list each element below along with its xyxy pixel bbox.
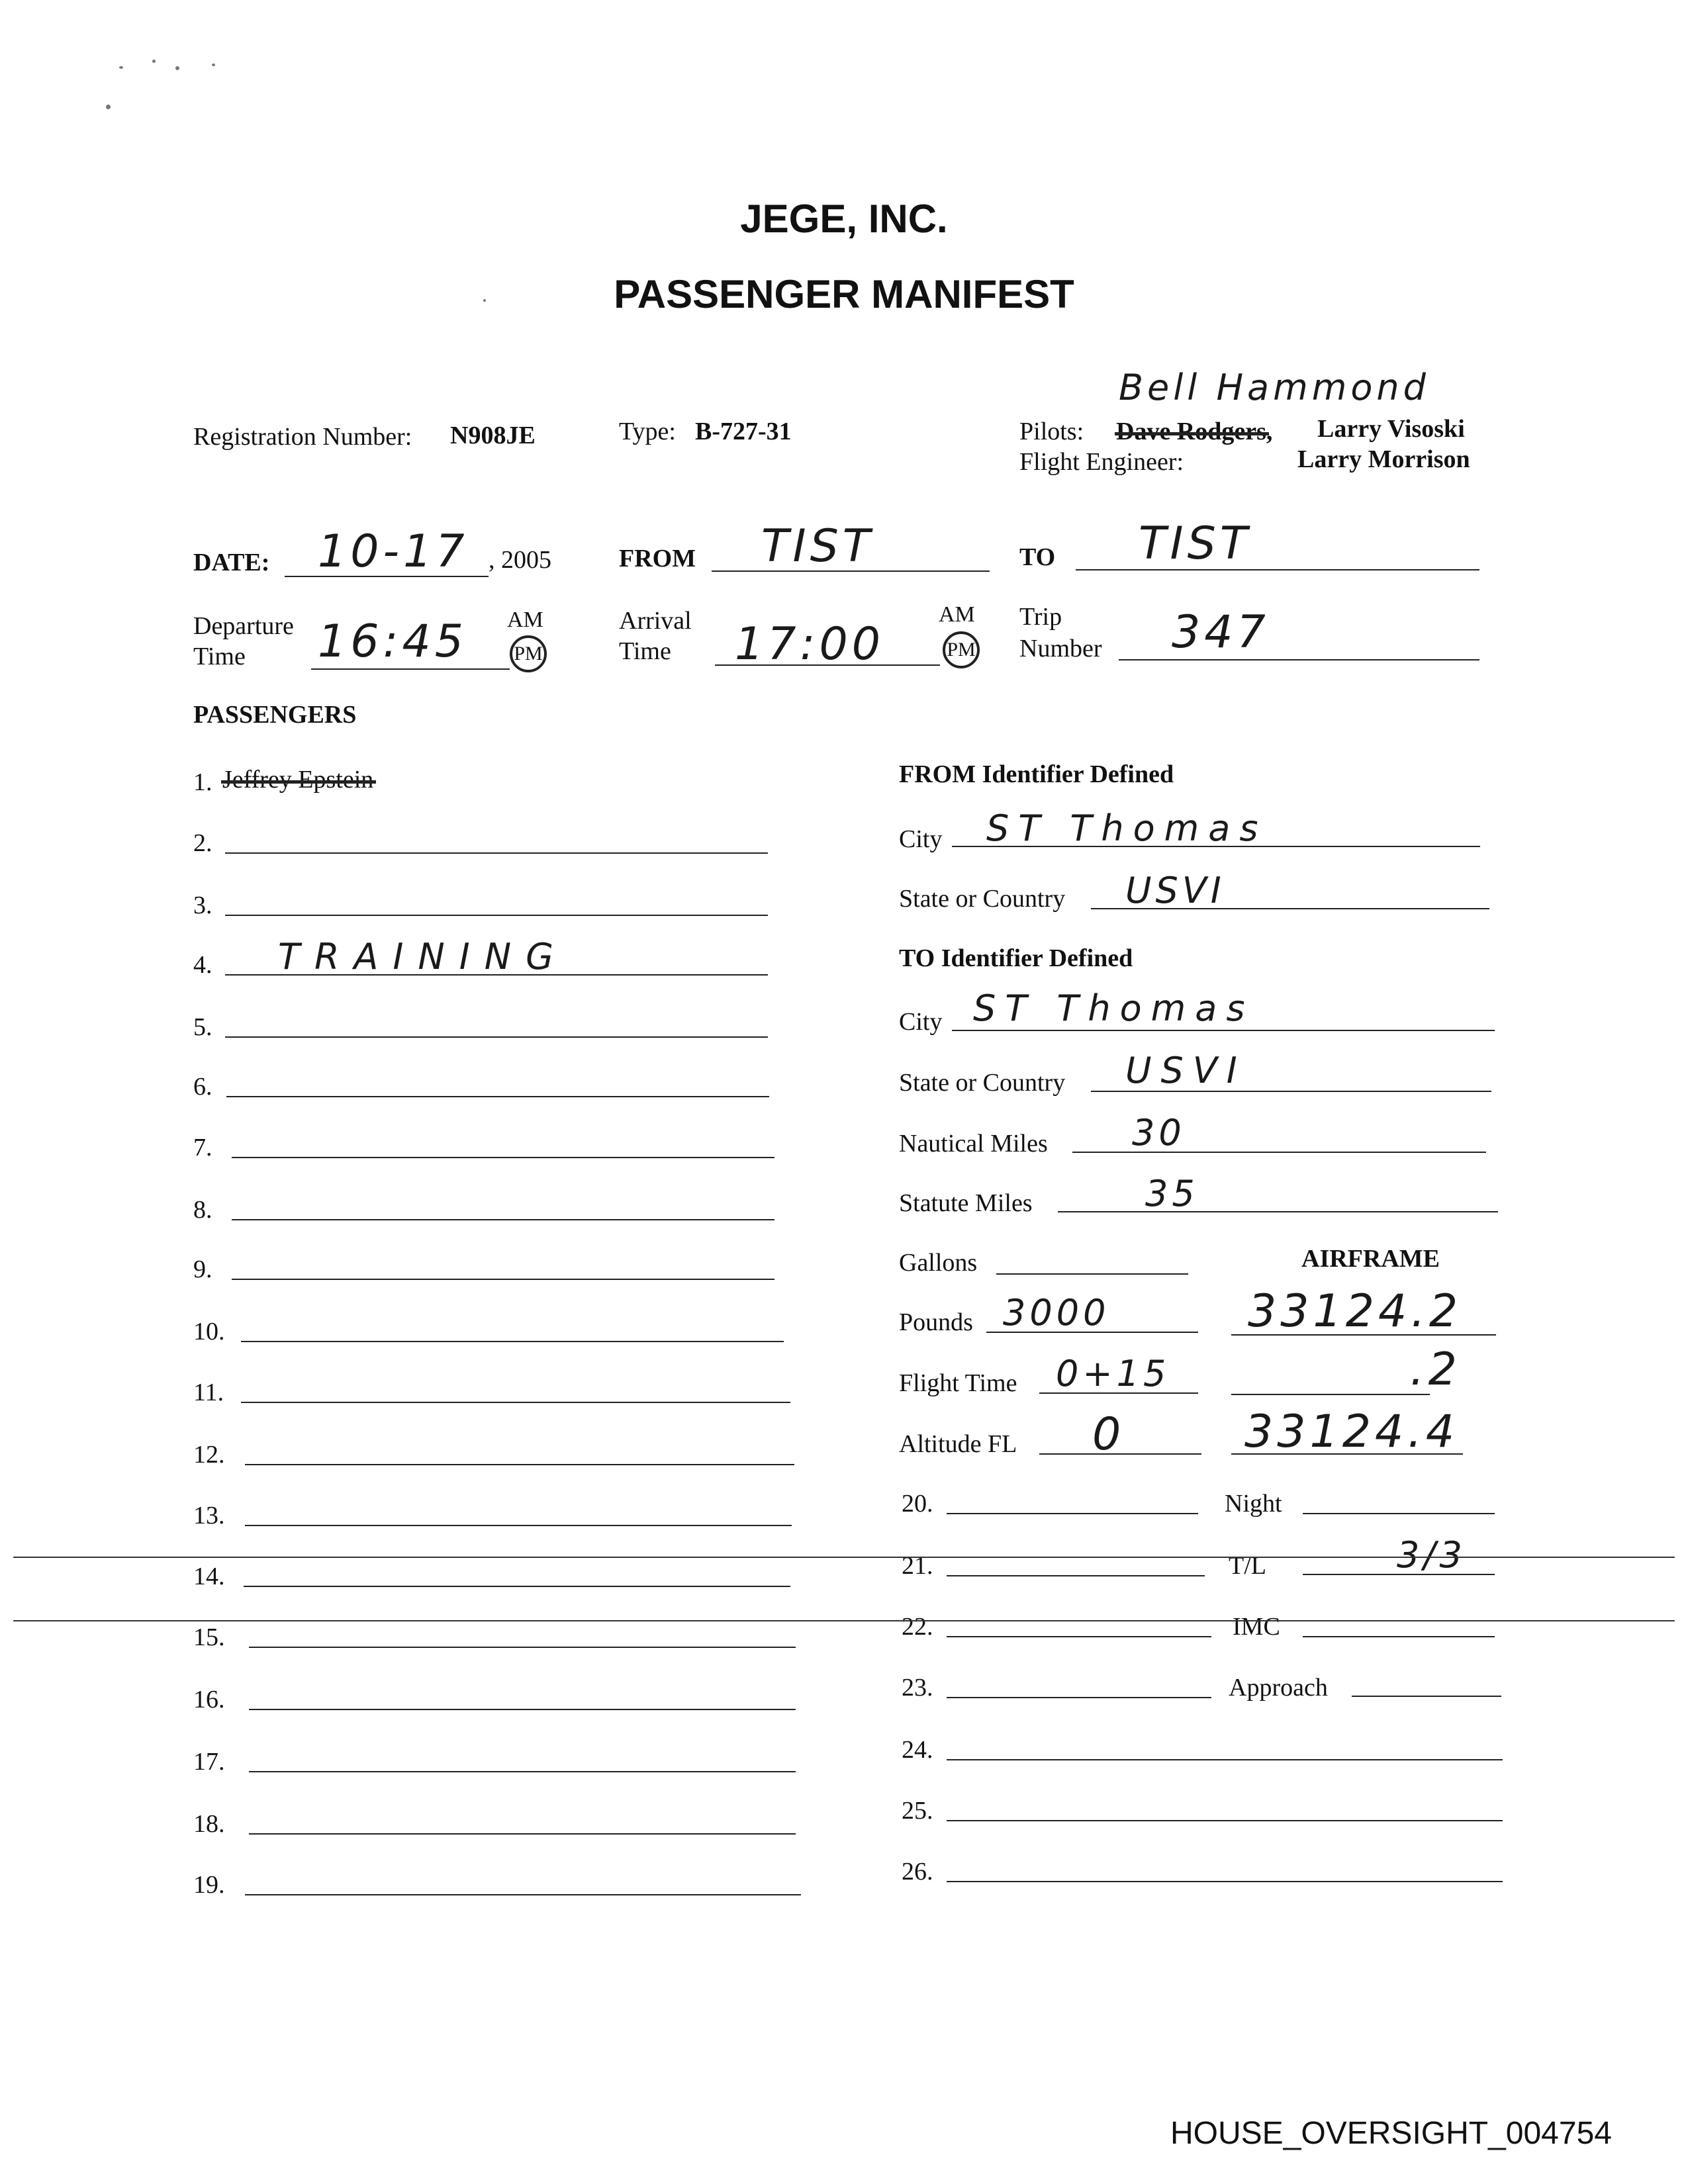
passenger-line — [245, 1464, 794, 1465]
airframe-end-value[interactable]: 33124.4 — [1244, 1406, 1459, 1458]
passenger-number: 16. — [193, 1686, 225, 1713]
passenger-line — [249, 1771, 796, 1772]
passenger-line — [226, 1096, 769, 1097]
scan-speck — [212, 64, 215, 66]
right-row-number: 25. — [902, 1797, 933, 1825]
page-title: PASSENGER MANIFEST — [614, 272, 1074, 316]
arrival-am: AM — [939, 602, 975, 627]
to-value[interactable]: TIST — [1139, 518, 1252, 570]
scan-speck — [175, 66, 179, 70]
passenger-line — [241, 1341, 784, 1342]
to-state-value[interactable]: USVI — [1125, 1050, 1246, 1091]
arrival-time-value[interactable]: 17:00 — [735, 618, 884, 670]
type-value: B-727-31 — [695, 418, 792, 445]
departure-label-2: Time — [193, 643, 246, 670]
scan-speck — [152, 60, 156, 63]
flight-time-label: Flight Time — [899, 1369, 1017, 1397]
passenger-line — [225, 1036, 768, 1038]
from-city-label: City — [899, 825, 943, 853]
right-row-line — [947, 1881, 1503, 1882]
right-row-line — [947, 1697, 1211, 1698]
night-label: Night — [1225, 1490, 1282, 1518]
passenger-line — [249, 1833, 796, 1835]
trip-label-2: Number — [1019, 635, 1102, 662]
passenger-line — [244, 1586, 790, 1587]
to-city-line — [952, 1030, 1495, 1031]
passenger-line — [232, 1279, 774, 1280]
from-state-label: State or Country — [899, 885, 1066, 913]
passenger-number: 6. — [193, 1073, 212, 1101]
arrival-pm-circled — [943, 631, 980, 668]
date-label: DATE: — [193, 549, 270, 576]
date-value[interactable]: 10-17 — [318, 525, 469, 578]
trip-line — [1119, 659, 1479, 660]
right-row-line — [947, 1636, 1211, 1637]
passenger-number: 15. — [193, 1623, 225, 1651]
arrival-label-1: Arrival — [619, 607, 692, 635]
night-line — [1303, 1513, 1495, 1514]
passengers-heading: PASSENGERS — [193, 701, 357, 729]
statute-miles-label: Statute Miles — [899, 1189, 1033, 1217]
right-row-number: 26. — [902, 1858, 933, 1886]
passenger-line — [225, 915, 768, 916]
right-row-number: 23. — [902, 1674, 933, 1702]
passenger-number: 9. — [193, 1255, 212, 1283]
engineer-label: Flight Engineer: — [1019, 448, 1184, 476]
right-row-line — [947, 1513, 1198, 1514]
gallons-line — [996, 1273, 1188, 1275]
passenger-number: 13. — [193, 1502, 225, 1529]
trip-label-1: Trip — [1019, 603, 1062, 631]
right-row-line — [947, 1759, 1503, 1760]
pm-circle: PM — [510, 635, 547, 672]
departure-label-1: Departure — [193, 612, 294, 640]
pounds-label: Pounds — [899, 1308, 973, 1336]
passenger-name: Jeffrey Epstein — [222, 766, 374, 794]
gallons-label: Gallons — [899, 1249, 978, 1277]
scan-speck — [106, 105, 111, 109]
altitude-value[interactable]: 0 — [1092, 1408, 1125, 1461]
passenger-line — [249, 1709, 796, 1710]
flight-time-value[interactable]: 0+15 — [1056, 1353, 1170, 1394]
pilot-handwritten: Bell Hammond — [1119, 367, 1430, 408]
right-row-line — [947, 1575, 1205, 1576]
passenger-name[interactable]: TRAINING — [278, 936, 568, 978]
pilot-struck: Dave Rodgers, — [1116, 418, 1273, 445]
tl-label: T/L — [1229, 1552, 1266, 1580]
statute-miles-line — [1058, 1211, 1498, 1212]
pilot-struck-name: Dave Rodgers — [1116, 418, 1266, 445]
passenger-number: 1. — [193, 768, 212, 796]
to-city-value[interactable]: ST Thomas — [973, 987, 1254, 1029]
approach-label: Approach — [1229, 1674, 1328, 1702]
altitude-label: Altitude FL — [899, 1430, 1017, 1458]
right-row-number: 22. — [902, 1613, 933, 1641]
pilots-label: Pilots: — [1019, 418, 1084, 445]
departure-time-value[interactable]: 16:45 — [318, 615, 467, 668]
passenger-line — [245, 1894, 801, 1895]
passenger-number: 11. — [193, 1379, 224, 1406]
pm-circle: PM — [943, 631, 980, 668]
to-city-label: City — [899, 1008, 943, 1036]
passenger-number: 7. — [193, 1134, 212, 1161]
imc-line — [1303, 1636, 1495, 1637]
from-state-value[interactable]: USVI — [1125, 870, 1225, 911]
arrival-label-2: Time — [619, 637, 671, 665]
company-name: JEGE, INC. — [740, 197, 948, 241]
departure-am: AM — [507, 608, 543, 632]
engineer-value: Larry Morrison — [1297, 445, 1470, 473]
departure-pm-circled — [510, 635, 547, 672]
nautical-miles-value[interactable]: 30 — [1132, 1112, 1186, 1154]
from-city-value[interactable]: ST Thomas — [986, 807, 1268, 849]
to-label: TO — [1019, 543, 1056, 571]
passenger-line — [225, 852, 768, 854]
trip-number-value[interactable]: 347 — [1172, 606, 1270, 659]
statute-miles-value[interactable]: 35 — [1145, 1173, 1199, 1214]
right-row-number: 24. — [902, 1736, 933, 1764]
strike-rule — [13, 1620, 1675, 1621]
tl-value[interactable]: 3/3 — [1397, 1534, 1466, 1576]
right-row-number: 20. — [902, 1490, 933, 1518]
passenger-number: 19. — [193, 1871, 225, 1899]
passenger-number: 5. — [193, 1013, 212, 1041]
right-row-line — [947, 1820, 1503, 1821]
pounds-value[interactable]: 3000 — [1003, 1292, 1110, 1334]
passenger-line — [245, 1525, 792, 1526]
passenger-line — [232, 1219, 774, 1220]
from-label: FROM — [619, 545, 696, 572]
type-label: Type: — [619, 418, 676, 445]
passenger-number: 4. — [193, 951, 212, 979]
registration-value: N908JE — [450, 422, 536, 449]
bates-number: HOUSE_OVERSIGHT_004754 — [1170, 2116, 1612, 2151]
departure-line — [311, 668, 510, 670]
airframe-heading: AIRFRAME — [1301, 1245, 1440, 1273]
to-line — [1076, 569, 1479, 570]
approach-line — [1352, 1696, 1501, 1697]
airframe-start-value[interactable]: 33124.2 — [1248, 1285, 1462, 1338]
to-state-label: State or Country — [899, 1069, 1066, 1097]
flight-time-total-line — [1231, 1394, 1430, 1395]
passenger-number: 10. — [193, 1318, 225, 1345]
nautical-miles-label: Nautical Miles — [899, 1130, 1048, 1158]
passenger-line — [232, 1157, 774, 1158]
passenger-number: 3. — [193, 891, 212, 919]
registration-label: Registration Number: — [193, 423, 412, 451]
passenger-number: 12. — [193, 1441, 225, 1469]
flight-time-total-value[interactable]: .2 — [1410, 1343, 1461, 1396]
to-identifier-heading: TO Identifier Defined — [899, 944, 1133, 972]
strike-rule — [13, 1557, 1675, 1558]
passenger-name-struck — [222, 765, 373, 794]
from-identifier-heading: FROM Identifier Defined — [899, 760, 1174, 788]
imc-label: IMC — [1233, 1613, 1280, 1641]
passenger-line — [249, 1647, 796, 1648]
right-row-number: 21. — [902, 1552, 933, 1580]
passenger-number: 17. — [193, 1748, 225, 1776]
passenger-line — [241, 1402, 790, 1403]
passenger-number: 14. — [193, 1563, 225, 1590]
from-value[interactable]: TIST — [761, 520, 874, 572]
date-year: , 2005 — [489, 546, 551, 574]
scan-speck — [119, 66, 123, 69]
passenger-number: 2. — [193, 829, 212, 857]
passenger-number: 18. — [193, 1810, 225, 1838]
pilot-second: Larry Visoski — [1317, 415, 1465, 443]
passenger-number: 8. — [193, 1196, 212, 1224]
